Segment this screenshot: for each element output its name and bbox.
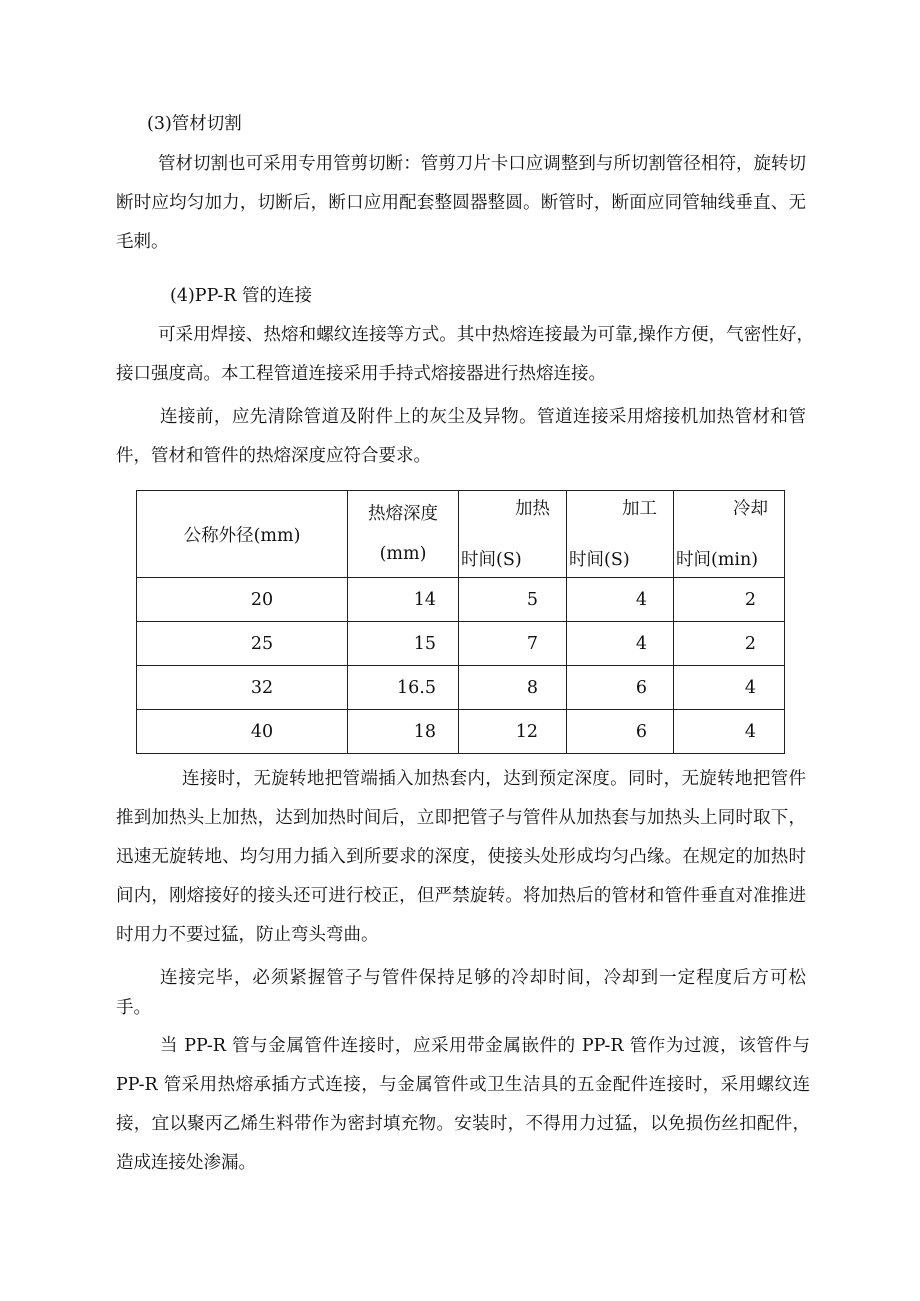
cell-depth: 15 [348,622,459,666]
cell-process: 4 [567,578,674,622]
header-heat-time [459,491,567,578]
cell-cool: 2 [674,578,785,622]
section-4-paragraph-2: 连接前，应先清除管道及附件上的灰尘及异物。管道连接采用熔接机加热管材和管件，管材和管件的热熔深度应符合要求。 [116,407,806,466]
header-cool-bottom: 时间(min) [676,550,759,570]
header-diameter: 公称外径(mm) [137,491,348,578]
cell-cool: 4 [674,666,785,710]
section-3-heading: (3)管材切割 [147,114,242,134]
section-4-paragraph-1: 可采用焊接、热熔和螺纹连接等方式。其中热熔连接最为可靠,操作方便，气密性好，接口强度高。本工程管道连接采用手持式熔接器进行热熔连接。 [116,325,814,384]
table-row [137,622,785,666]
cell-heat: 5 [459,578,567,622]
header-process-bottom: 时间(S) [569,550,630,570]
table-row [137,710,785,754]
hot-melt-spec-table [136,490,785,754]
cell-diameter: 40 [137,710,348,754]
header-cool-top: 冷却 [733,499,768,519]
section-4-heading: (4)PP-R 管的连接 [170,286,313,306]
header-depth-top: 热熔深度 [368,504,438,524]
cooling-paragraph: 连接完毕，必须紧握管子与管件保持足够的冷却时间，冷却到一定程度后方可松手。 [116,968,806,1018]
cell-heat: 8 [459,666,567,710]
table-row [137,666,785,710]
table-row [137,578,785,622]
table-header-row [137,491,785,578]
connection-procedure-paragraph: 连接时，无旋转地把管端插入加热套内，达到预定深度。同时，无旋转地把管件推到加热头上加热，达到加热时间后，立即把管子与管件从加热套与加热头上同时取下，迅速无旋转地、均匀用力插入到所要求的深度，使接头处形成均匀凸缘。在规定的加热时间内，刚熔接好的接头还可进行校正，但严禁旋转。将加热后的管材和管件垂直对准推进时用力不要过猛，防止弯头弯曲。 [116,769,806,945]
section-3-paragraph: 管材切割也可采用专用管剪切断：管剪刀片卡口应调整到与所切割管径相符，旋转切断时应均匀加力，切断后，断口应用配套整圆器整圆。断管时，断面应同管轴线垂直、无毛刺。 [116,154,806,252]
header-heat-bottom: 时间(S) [461,550,522,570]
cell-depth: 16.5 [348,666,459,710]
cell-process: 4 [567,622,674,666]
cell-diameter: 25 [137,622,348,666]
cell-cool: 4 [674,710,785,754]
cell-depth: 14 [348,578,459,622]
header-depth [348,491,459,578]
cell-process: 6 [567,666,674,710]
cell-depth: 18 [348,710,459,754]
cell-heat: 7 [459,622,567,666]
cell-diameter: 20 [137,578,348,622]
header-process-top: 加工 [622,499,657,519]
metal-fitting-paragraph: 当 PP-R 管与金属管件连接时，应采用带金属嵌件的 PP-R 管作为过渡，该管件与 PP-R 管采用热熔承插方式连接，与金属管件或卫生洁具的五金配件连接时，采用螺纹连接，宜以聚丙乙烯生料带作为密封填充物。安装时，不得用力过猛，以免损伤丝扣配件，造成连接处渗漏。 [116,1036,810,1173]
cell-heat: 12 [459,710,567,754]
header-depth-bottom: (mm) [379,544,427,564]
cell-process: 6 [567,710,674,754]
header-heat-top: 加热 [515,499,550,519]
header-cool-time [674,491,785,578]
header-process-time [567,491,674,578]
cell-diameter: 32 [137,666,348,710]
cell-cool: 2 [674,622,785,666]
